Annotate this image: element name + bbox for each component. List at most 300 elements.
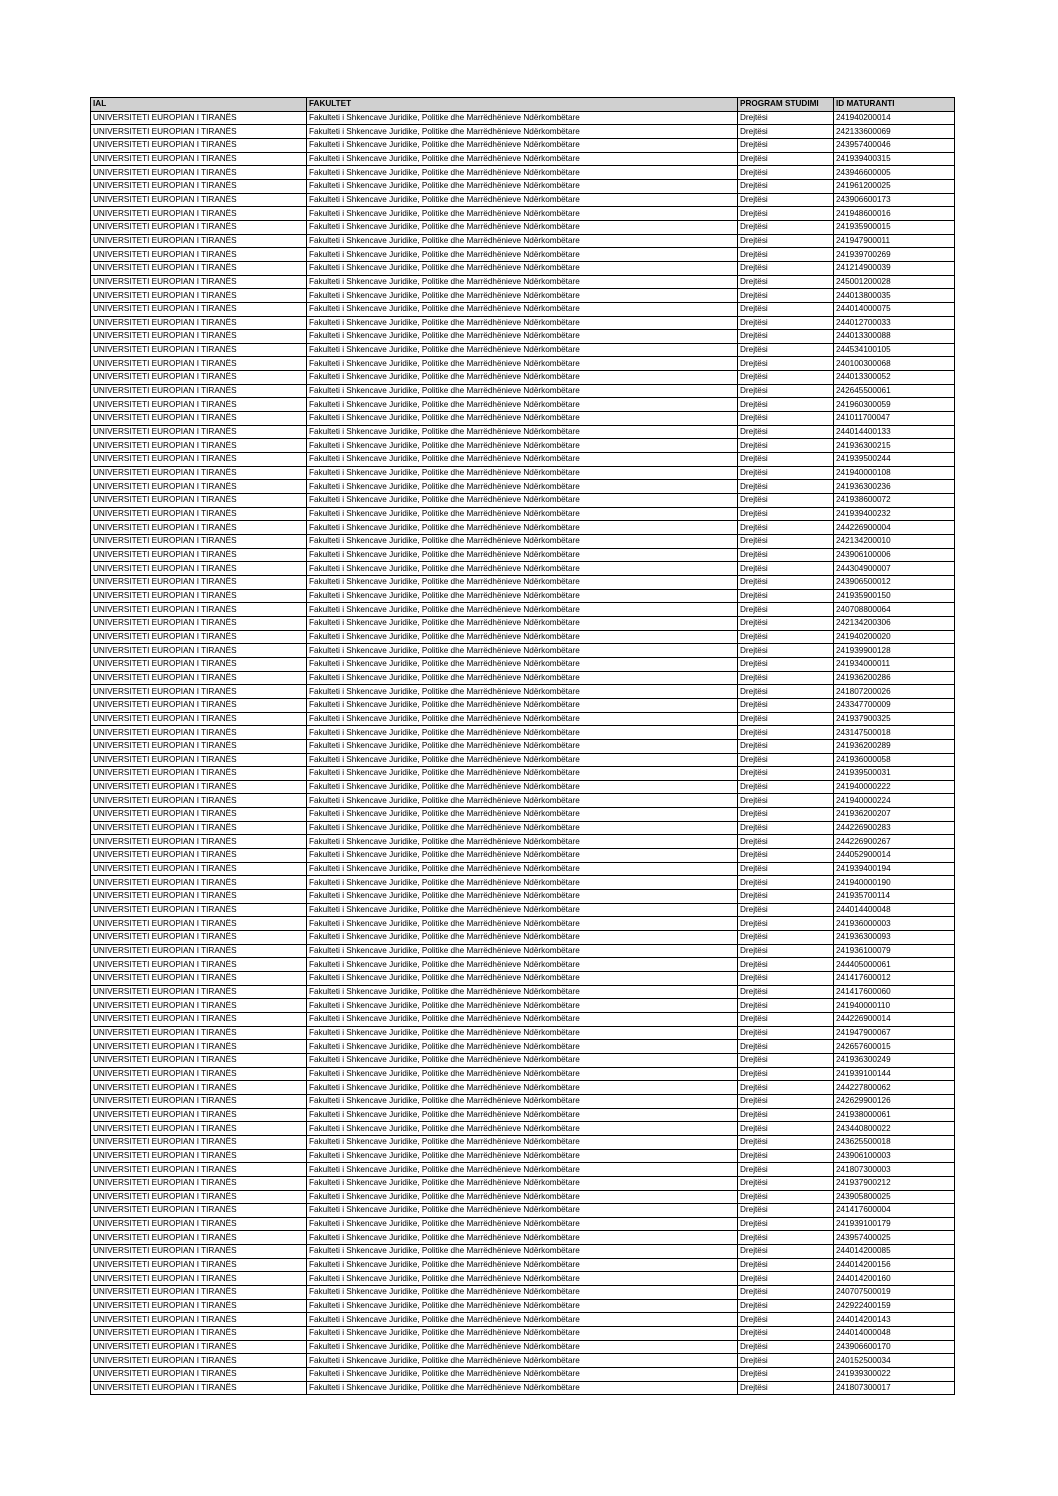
cell-id-maturanti: 241940000222 bbox=[834, 780, 955, 794]
cell-id-maturanti: 241936100079 bbox=[834, 944, 955, 958]
cell-id-maturanti: 243440800022 bbox=[834, 1122, 955, 1136]
cell-fakultet: Fakulteti i Shkencave Juridike, Politike dhe Marrëdhënieve Ndërkombëtare bbox=[307, 890, 738, 904]
cell-ial: UNIVERSITETI EUROPIAN I TIRANËS bbox=[91, 767, 307, 781]
cell-fakultet: Fakulteti i Shkencave Juridike, Politike dhe Marrëdhënieve Ndërkombëtare bbox=[307, 644, 738, 658]
cell-ial: UNIVERSITETI EUROPIAN I TIRANËS bbox=[91, 125, 307, 139]
cell-ial: UNIVERSITETI EUROPIAN I TIRANËS bbox=[91, 439, 307, 453]
cell-ial: UNIVERSITETI EUROPIAN I TIRANËS bbox=[91, 876, 307, 890]
cell-fakultet: Fakulteti i Shkencave Juridike, Politike dhe Marrëdhënieve Ndërkombëtare bbox=[307, 630, 738, 644]
cell-id-maturanti: 241807300017 bbox=[834, 1381, 955, 1395]
cell-ial: UNIVERSITETI EUROPIAN I TIRANËS bbox=[91, 316, 307, 330]
cell-program: Drejtësi bbox=[738, 1313, 834, 1327]
cell-program: Drejtësi bbox=[738, 903, 834, 917]
cell-program: Drejtësi bbox=[738, 193, 834, 207]
cell-id-maturanti: 241939100179 bbox=[834, 1217, 955, 1231]
cell-id-maturanti: 241936000003 bbox=[834, 917, 955, 931]
cell-program: Drejtësi bbox=[738, 166, 834, 180]
cell-program: Drejtësi bbox=[738, 712, 834, 726]
cell-ial: UNIVERSITETI EUROPIAN I TIRANËS bbox=[91, 999, 307, 1013]
cell-ial: UNIVERSITETI EUROPIAN I TIRANËS bbox=[91, 1204, 307, 1218]
cell-ial: UNIVERSITETI EUROPIAN I TIRANËS bbox=[91, 671, 307, 685]
cell-id-maturanti: 241807200026 bbox=[834, 685, 955, 699]
cell-program: Drejtësi bbox=[738, 780, 834, 794]
cell-id-maturanti: 241938000061 bbox=[834, 1108, 955, 1122]
table-row bbox=[91, 985, 955, 999]
cell-program: Drejtësi bbox=[738, 835, 834, 849]
cell-program: Drejtësi bbox=[738, 685, 834, 699]
table-row bbox=[91, 698, 955, 712]
cell-fakultet: Fakulteti i Shkencave Juridike, Politike dhe Marrëdhënieve Ndërkombëtare bbox=[307, 220, 738, 234]
cell-ial: UNIVERSITETI EUROPIAN I TIRANËS bbox=[91, 111, 307, 125]
cell-program: Drejtësi bbox=[738, 302, 834, 316]
cell-fakultet: Fakulteti i Shkencave Juridike, Politike dhe Marrëdhënieve Ndërkombëtare bbox=[307, 616, 738, 630]
cell-id-maturanti: 242657600015 bbox=[834, 1040, 955, 1054]
cell-fakultet: Fakulteti i Shkencave Juridike, Politike dhe Marrëdhënieve Ndërkombëtare bbox=[307, 739, 738, 753]
cell-id-maturanti: 242134200306 bbox=[834, 616, 955, 630]
cell-id-maturanti: 242922400159 bbox=[834, 1299, 955, 1313]
table-row bbox=[91, 466, 955, 480]
table-row bbox=[91, 248, 955, 262]
cell-ial: UNIVERSITETI EUROPIAN I TIRANËS bbox=[91, 152, 307, 166]
table-row bbox=[91, 507, 955, 521]
cell-fakultet: Fakulteti i Shkencave Juridike, Politike dhe Marrëdhënieve Ndërkombëtare bbox=[307, 1368, 738, 1382]
table-row bbox=[91, 1067, 955, 1081]
cell-id-maturanti: 244226900004 bbox=[834, 521, 955, 535]
cell-ial: UNIVERSITETI EUROPIAN I TIRANËS bbox=[91, 1108, 307, 1122]
cell-fakultet: Fakulteti i Shkencave Juridike, Politike dhe Marrëdhënieve Ndërkombëtare bbox=[307, 1053, 738, 1067]
cell-ial: UNIVERSITETI EUROPIAN I TIRANËS bbox=[91, 548, 307, 562]
cell-fakultet: Fakulteti i Shkencave Juridike, Politike dhe Marrëdhënieve Ndërkombëtare bbox=[307, 821, 738, 835]
table-row bbox=[91, 1108, 955, 1122]
cell-id-maturanti: 242645500061 bbox=[834, 384, 955, 398]
table-row bbox=[91, 671, 955, 685]
table-row bbox=[91, 330, 955, 344]
cell-fakultet: Fakulteti i Shkencave Juridike, Politike dhe Marrëdhënieve Ndërkombëtare bbox=[307, 767, 738, 781]
cell-program: Drejtësi bbox=[738, 944, 834, 958]
cell-ial: UNIVERSITETI EUROPIAN I TIRANËS bbox=[91, 1026, 307, 1040]
cell-fakultet: Fakulteti i Shkencave Juridike, Politike dhe Marrëdhënieve Ndërkombëtare bbox=[307, 876, 738, 890]
cell-ial: UNIVERSITETI EUROPIAN I TIRANËS bbox=[91, 835, 307, 849]
cell-fakultet: Fakulteti i Shkencave Juridike, Politike dhe Marrëdhënieve Ndërkombëtare bbox=[307, 166, 738, 180]
cell-id-maturanti: 244052900014 bbox=[834, 849, 955, 863]
cell-fakultet: Fakulteti i Shkencave Juridike, Politike dhe Marrëdhënieve Ndërkombëtare bbox=[307, 562, 738, 576]
cell-ial: UNIVERSITETI EUROPIAN I TIRANËS bbox=[91, 1067, 307, 1081]
cell-ial: UNIVERSITETI EUROPIAN I TIRANËS bbox=[91, 862, 307, 876]
table-row bbox=[91, 494, 955, 508]
cell-id-maturanti: 241936200286 bbox=[834, 671, 955, 685]
cell-program: Drejtësi bbox=[738, 111, 834, 125]
cell-id-maturanti: 243946600005 bbox=[834, 166, 955, 180]
cell-ial: UNIVERSITETI EUROPIAN I TIRANËS bbox=[91, 685, 307, 699]
table-row bbox=[91, 972, 955, 986]
cell-id-maturanti: 244013800035 bbox=[834, 289, 955, 303]
cell-id-maturanti: 244013300088 bbox=[834, 330, 955, 344]
cell-ial: UNIVERSITETI EUROPIAN I TIRANËS bbox=[91, 1040, 307, 1054]
cell-program: Drejtësi bbox=[738, 1094, 834, 1108]
cell-ial: UNIVERSITETI EUROPIAN I TIRANËS bbox=[91, 630, 307, 644]
cell-ial: UNIVERSITETI EUROPIAN I TIRANËS bbox=[91, 917, 307, 931]
cell-program: Drejtësi bbox=[738, 767, 834, 781]
table-row bbox=[91, 357, 955, 371]
table-row bbox=[91, 193, 955, 207]
cell-fakultet: Fakulteti i Shkencave Juridike, Politike dhe Marrëdhënieve Ndërkombëtare bbox=[307, 1245, 738, 1259]
cell-program: Drejtësi bbox=[738, 1204, 834, 1218]
header-program-studimi: PROGRAM STUDIMI bbox=[738, 98, 834, 112]
cell-fakultet: Fakulteti i Shkencave Juridike, Politike dhe Marrëdhënieve Ndërkombëtare bbox=[307, 999, 738, 1013]
table-row bbox=[91, 343, 955, 357]
cell-id-maturanti: 241940000110 bbox=[834, 999, 955, 1013]
cell-ial: UNIVERSITETI EUROPIAN I TIRANËS bbox=[91, 1217, 307, 1231]
cell-fakultet: Fakulteti i Shkencave Juridike, Politike dhe Marrëdhënieve Ndërkombëtare bbox=[307, 507, 738, 521]
cell-program: Drejtësi bbox=[738, 671, 834, 685]
table-row bbox=[91, 138, 955, 152]
cell-fakultet: Fakulteti i Shkencave Juridike, Politike dhe Marrëdhënieve Ndërkombëtare bbox=[307, 780, 738, 794]
table-row bbox=[91, 1163, 955, 1177]
cell-ial: UNIVERSITETI EUROPIAN I TIRANËS bbox=[91, 985, 307, 999]
cell-fakultet: Fakulteti i Shkencave Juridike, Politike dhe Marrëdhënieve Ndërkombëtare bbox=[307, 357, 738, 371]
cell-id-maturanti: 242629900126 bbox=[834, 1094, 955, 1108]
cell-ial: UNIVERSITETI EUROPIAN I TIRANËS bbox=[91, 207, 307, 221]
cell-program: Drejtësi bbox=[738, 726, 834, 740]
table-row bbox=[91, 1327, 955, 1341]
cell-fakultet: Fakulteti i Shkencave Juridike, Politike dhe Marrëdhënieve Ndërkombëtare bbox=[307, 1204, 738, 1218]
cell-ial: UNIVERSITETI EUROPIAN I TIRANËS bbox=[91, 1163, 307, 1177]
cell-program: Drejtësi bbox=[738, 1053, 834, 1067]
cell-ial: UNIVERSITETI EUROPIAN I TIRANËS bbox=[91, 425, 307, 439]
cell-program: Drejtësi bbox=[738, 179, 834, 193]
cell-ial: UNIVERSITETI EUROPIAN I TIRANËS bbox=[91, 958, 307, 972]
cell-fakultet: Fakulteti i Shkencave Juridike, Politike dhe Marrëdhënieve Ndërkombëtare bbox=[307, 1217, 738, 1231]
cell-fakultet: Fakulteti i Shkencave Juridike, Politike dhe Marrëdhënieve Ndërkombëtare bbox=[307, 712, 738, 726]
cell-ial: UNIVERSITETI EUROPIAN I TIRANËS bbox=[91, 179, 307, 193]
table-row bbox=[91, 1190, 955, 1204]
cell-fakultet: Fakulteti i Shkencave Juridike, Politike dhe Marrëdhënieve Ndërkombëtare bbox=[307, 453, 738, 467]
cell-program: Drejtësi bbox=[738, 125, 834, 139]
cell-id-maturanti: 244227800062 bbox=[834, 1081, 955, 1095]
header-row bbox=[91, 98, 955, 112]
table-row bbox=[91, 521, 955, 535]
cell-ial: UNIVERSITETI EUROPIAN I TIRANËS bbox=[91, 1122, 307, 1136]
cell-fakultet: Fakulteti i Shkencave Juridike, Politike dhe Marrëdhënieve Ndërkombëtare bbox=[307, 1122, 738, 1136]
cell-program: Drejtësi bbox=[738, 494, 834, 508]
table-row bbox=[91, 1231, 955, 1245]
cell-program: Drejtësi bbox=[738, 453, 834, 467]
cell-id-maturanti: 240152500034 bbox=[834, 1354, 955, 1368]
cell-fakultet: Fakulteti i Shkencave Juridike, Politike dhe Marrëdhënieve Ndërkombëtare bbox=[307, 903, 738, 917]
cell-ial: UNIVERSITETI EUROPIAN I TIRANËS bbox=[91, 453, 307, 467]
table-row bbox=[91, 384, 955, 398]
table-row bbox=[91, 1286, 955, 1300]
cell-program: Drejtësi bbox=[738, 603, 834, 617]
table-row bbox=[91, 958, 955, 972]
table-row bbox=[91, 412, 955, 426]
cell-ial: UNIVERSITETI EUROPIAN I TIRANËS bbox=[91, 712, 307, 726]
cell-ial: UNIVERSITETI EUROPIAN I TIRANËS bbox=[91, 261, 307, 275]
cell-id-maturanti: 241011700047 bbox=[834, 412, 955, 426]
cell-fakultet: Fakulteti i Shkencave Juridike, Politike dhe Marrëdhënieve Ndërkombëtare bbox=[307, 425, 738, 439]
cell-fakultet: Fakulteti i Shkencave Juridike, Politike dhe Marrëdhënieve Ndërkombëtare bbox=[307, 1190, 738, 1204]
cell-id-maturanti: 243147500018 bbox=[834, 726, 955, 740]
cell-id-maturanti: 241947900011 bbox=[834, 234, 955, 248]
cell-ial: UNIVERSITETI EUROPIAN I TIRANËS bbox=[91, 616, 307, 630]
cell-program: Drejtësi bbox=[738, 1340, 834, 1354]
cell-ial: UNIVERSITETI EUROPIAN I TIRANËS bbox=[91, 398, 307, 412]
table-row bbox=[91, 1012, 955, 1026]
cell-id-maturanti: 244012700033 bbox=[834, 316, 955, 330]
table-row bbox=[91, 808, 955, 822]
cell-ial: UNIVERSITETI EUROPIAN I TIRANËS bbox=[91, 343, 307, 357]
cell-program: Drejtësi bbox=[738, 1381, 834, 1395]
cell-program: Drejtësi bbox=[738, 821, 834, 835]
cell-program: Drejtësi bbox=[738, 398, 834, 412]
cell-program: Drejtësi bbox=[738, 657, 834, 671]
cell-id-maturanti: 244014400133 bbox=[834, 425, 955, 439]
cell-ial: UNIVERSITETI EUROPIAN I TIRANËS bbox=[91, 1299, 307, 1313]
cell-id-maturanti: 243906600173 bbox=[834, 193, 955, 207]
cell-program: Drejtësi bbox=[738, 1108, 834, 1122]
cell-id-maturanti: 243906100006 bbox=[834, 548, 955, 562]
cell-fakultet: Fakulteti i Shkencave Juridike, Politike dhe Marrëdhënieve Ndërkombëtare bbox=[307, 794, 738, 808]
cell-program: Drejtësi bbox=[738, 371, 834, 385]
table-row bbox=[91, 944, 955, 958]
cell-id-maturanti: 241936200289 bbox=[834, 739, 955, 753]
cell-id-maturanti: 244304900007 bbox=[834, 562, 955, 576]
table-row bbox=[91, 480, 955, 494]
table-row bbox=[91, 1368, 955, 1382]
cell-ial: UNIVERSITETI EUROPIAN I TIRANËS bbox=[91, 1272, 307, 1286]
cell-program: Drejtësi bbox=[738, 1258, 834, 1272]
table-row bbox=[91, 616, 955, 630]
table-row bbox=[91, 712, 955, 726]
cell-program: Drejtësi bbox=[738, 1354, 834, 1368]
table-row bbox=[91, 726, 955, 740]
cell-ial: UNIVERSITETI EUROPIAN I TIRANËS bbox=[91, 507, 307, 521]
table-row bbox=[91, 166, 955, 180]
cell-fakultet: Fakulteti i Shkencave Juridike, Politike dhe Marrëdhënieve Ndërkombëtare bbox=[307, 521, 738, 535]
cell-program: Drejtësi bbox=[738, 1135, 834, 1149]
cell-fakultet: Fakulteti i Shkencave Juridike, Politike dhe Marrëdhënieve Ndërkombëtare bbox=[307, 398, 738, 412]
cell-id-maturanti: 244405000061 bbox=[834, 958, 955, 972]
table-row bbox=[91, 398, 955, 412]
cell-ial: UNIVERSITETI EUROPIAN I TIRANËS bbox=[91, 944, 307, 958]
table-row bbox=[91, 1354, 955, 1368]
table-row bbox=[91, 589, 955, 603]
table-row bbox=[91, 261, 955, 275]
cell-ial: UNIVERSITETI EUROPIAN I TIRANËS bbox=[91, 1012, 307, 1026]
cell-program: Drejtësi bbox=[738, 1176, 834, 1190]
table-row bbox=[91, 125, 955, 139]
cell-ial: UNIVERSITETI EUROPIAN I TIRANËS bbox=[91, 494, 307, 508]
cell-fakultet: Fakulteti i Shkencave Juridike, Politike dhe Marrëdhënieve Ndërkombëtare bbox=[307, 1340, 738, 1354]
cell-id-maturanti: 244226900267 bbox=[834, 835, 955, 849]
cell-program: Drejtësi bbox=[738, 958, 834, 972]
cell-ial: UNIVERSITETI EUROPIAN I TIRANËS bbox=[91, 1354, 307, 1368]
cell-id-maturanti: 241947900067 bbox=[834, 1026, 955, 1040]
cell-fakultet: Fakulteti i Shkencave Juridike, Politike dhe Marrëdhënieve Ndërkombëtare bbox=[307, 917, 738, 931]
cell-ial: UNIVERSITETI EUROPIAN I TIRANËS bbox=[91, 562, 307, 576]
cell-ial: UNIVERSITETI EUROPIAN I TIRANËS bbox=[91, 480, 307, 494]
cell-id-maturanti: 241948600016 bbox=[834, 207, 955, 221]
cell-fakultet: Fakulteti i Shkencave Juridike, Politike dhe Marrëdhënieve Ndërkombëtare bbox=[307, 958, 738, 972]
data-sheet bbox=[90, 97, 954, 1395]
cell-id-maturanti: 241936200207 bbox=[834, 808, 955, 822]
cell-fakultet: Fakulteti i Shkencave Juridike, Politike dhe Marrëdhënieve Ndërkombëtare bbox=[307, 384, 738, 398]
cell-fakultet: Fakulteti i Shkencave Juridike, Politike dhe Marrëdhënieve Ndërkombëtare bbox=[307, 657, 738, 671]
cell-ial: UNIVERSITETI EUROPIAN I TIRANËS bbox=[91, 220, 307, 234]
cell-fakultet: Fakulteti i Shkencave Juridike, Politike dhe Marrëdhënieve Ndërkombëtare bbox=[307, 1067, 738, 1081]
cell-id-maturanti: 241936300236 bbox=[834, 480, 955, 494]
cell-fakultet: Fakulteti i Shkencave Juridike, Politike dhe Marrëdhënieve Ndërkombëtare bbox=[307, 152, 738, 166]
cell-program: Drejtësi bbox=[738, 562, 834, 576]
table-row bbox=[91, 1094, 955, 1108]
cell-ial: UNIVERSITETI EUROPIAN I TIRANËS bbox=[91, 234, 307, 248]
cell-program: Drejtësi bbox=[738, 439, 834, 453]
cell-fakultet: Fakulteti i Shkencave Juridike, Politike dhe Marrëdhënieve Ndërkombëtare bbox=[307, 931, 738, 945]
cell-ial: UNIVERSITETI EUROPIAN I TIRANËS bbox=[91, 1081, 307, 1095]
cell-ial: UNIVERSITETI EUROPIAN I TIRANËS bbox=[91, 657, 307, 671]
table-row bbox=[91, 739, 955, 753]
table-row bbox=[91, 371, 955, 385]
cell-program: Drejtësi bbox=[738, 1327, 834, 1341]
cell-ial: UNIVERSITETI EUROPIAN I TIRANËS bbox=[91, 698, 307, 712]
cell-ial: UNIVERSITETI EUROPIAN I TIRANËS bbox=[91, 903, 307, 917]
table-row bbox=[91, 302, 955, 316]
cell-id-maturanti: 241939500031 bbox=[834, 767, 955, 781]
cell-ial: UNIVERSITETI EUROPIAN I TIRANËS bbox=[91, 166, 307, 180]
cell-ial: UNIVERSITETI EUROPIAN I TIRANËS bbox=[91, 193, 307, 207]
cell-id-maturanti: 244014000048 bbox=[834, 1327, 955, 1341]
cell-ial: UNIVERSITETI EUROPIAN I TIRANËS bbox=[91, 275, 307, 289]
cell-id-maturanti: 240708800064 bbox=[834, 603, 955, 617]
table-row bbox=[91, 316, 955, 330]
cell-ial: UNIVERSITETI EUROPIAN I TIRANËS bbox=[91, 821, 307, 835]
header-id-maturanti: ID MATURANTI bbox=[834, 98, 955, 112]
table-row bbox=[91, 179, 955, 193]
cell-program: Drejtësi bbox=[738, 343, 834, 357]
cell-program: Drejtësi bbox=[738, 1081, 834, 1095]
cell-program: Drejtësi bbox=[738, 890, 834, 904]
cell-fakultet: Fakulteti i Shkencave Juridike, Politike dhe Marrëdhënieve Ndërkombëtare bbox=[307, 275, 738, 289]
cell-id-maturanti: 244014200085 bbox=[834, 1245, 955, 1259]
cell-program: Drejtësi bbox=[738, 1286, 834, 1300]
cell-ial: UNIVERSITETI EUROPIAN I TIRANËS bbox=[91, 1231, 307, 1245]
table-row bbox=[91, 562, 955, 576]
cell-program: Drejtësi bbox=[738, 138, 834, 152]
cell-id-maturanti: 240100300068 bbox=[834, 357, 955, 371]
cell-fakultet: Fakulteti i Shkencave Juridike, Politike dhe Marrëdhënieve Ndërkombëtare bbox=[307, 1108, 738, 1122]
cell-program: Drejtësi bbox=[738, 589, 834, 603]
cell-id-maturanti: 241934000011 bbox=[834, 657, 955, 671]
cell-fakultet: Fakulteti i Shkencave Juridike, Politike dhe Marrëdhënieve Ndërkombëtare bbox=[307, 1026, 738, 1040]
table-row bbox=[91, 931, 955, 945]
table-row bbox=[91, 849, 955, 863]
cell-fakultet: Fakulteti i Shkencave Juridike, Politike dhe Marrëdhënieve Ndërkombëtare bbox=[307, 193, 738, 207]
cell-fakultet: Fakulteti i Shkencave Juridike, Politike dhe Marrëdhënieve Ndërkombëtare bbox=[307, 480, 738, 494]
cell-fakultet: Fakulteti i Shkencave Juridike, Politike dhe Marrëdhënieve Ndërkombëtare bbox=[307, 1012, 738, 1026]
cell-fakultet: Fakulteti i Shkencave Juridike, Politike dhe Marrëdhënieve Ndërkombëtare bbox=[307, 1286, 738, 1300]
cell-ial: UNIVERSITETI EUROPIAN I TIRANËS bbox=[91, 1313, 307, 1327]
cell-id-maturanti: 241939300022 bbox=[834, 1368, 955, 1382]
cell-program: Drejtësi bbox=[738, 384, 834, 398]
table-row bbox=[91, 1053, 955, 1067]
cell-id-maturanti: 241940000108 bbox=[834, 466, 955, 480]
cell-ial: UNIVERSITETI EUROPIAN I TIRANËS bbox=[91, 466, 307, 480]
cell-program: Drejtësi bbox=[738, 480, 834, 494]
cell-fakultet: Fakulteti i Shkencave Juridike, Politike dhe Marrëdhënieve Ndërkombëtare bbox=[307, 685, 738, 699]
cell-program: Drejtësi bbox=[738, 466, 834, 480]
cell-program: Drejtësi bbox=[738, 1190, 834, 1204]
cell-ial: UNIVERSITETI EUROPIAN I TIRANËS bbox=[91, 302, 307, 316]
cell-id-maturanti: 244014200160 bbox=[834, 1272, 955, 1286]
table-row bbox=[91, 1135, 955, 1149]
table-row bbox=[91, 630, 955, 644]
table-row bbox=[91, 1176, 955, 1190]
cell-ial: UNIVERSITETI EUROPIAN I TIRANËS bbox=[91, 1053, 307, 1067]
cell-id-maturanti: 241417600060 bbox=[834, 985, 955, 999]
table-row bbox=[91, 575, 955, 589]
cell-id-maturanti: 244534100105 bbox=[834, 343, 955, 357]
cell-ial: UNIVERSITETI EUROPIAN I TIRANËS bbox=[91, 589, 307, 603]
cell-id-maturanti: 243957400046 bbox=[834, 138, 955, 152]
cell-program: Drejtësi bbox=[738, 1163, 834, 1177]
table-row bbox=[91, 1204, 955, 1218]
cell-ial: UNIVERSITETI EUROPIAN I TIRANËS bbox=[91, 1340, 307, 1354]
cell-ial: UNIVERSITETI EUROPIAN I TIRANËS bbox=[91, 1245, 307, 1259]
cell-id-maturanti: 241807300003 bbox=[834, 1163, 955, 1177]
table-row bbox=[91, 835, 955, 849]
cell-ial: UNIVERSITETI EUROPIAN I TIRANËS bbox=[91, 808, 307, 822]
cell-id-maturanti: 241417600004 bbox=[834, 1204, 955, 1218]
cell-fakultet: Fakulteti i Shkencave Juridike, Politike dhe Marrëdhënieve Ndërkombëtare bbox=[307, 1149, 738, 1163]
cell-fakultet: Fakulteti i Shkencave Juridike, Politike dhe Marrëdhënieve Ndërkombëtare bbox=[307, 439, 738, 453]
table-row bbox=[91, 207, 955, 221]
cell-program: Drejtësi bbox=[738, 275, 834, 289]
cell-ial: UNIVERSITETI EUROPIAN I TIRANËS bbox=[91, 1286, 307, 1300]
cell-ial: UNIVERSITETI EUROPIAN I TIRANËS bbox=[91, 1381, 307, 1395]
cell-program: Drejtësi bbox=[738, 698, 834, 712]
cell-program: Drejtësi bbox=[738, 425, 834, 439]
table-row bbox=[91, 767, 955, 781]
cell-id-maturanti: 245001200028 bbox=[834, 275, 955, 289]
table-row bbox=[91, 753, 955, 767]
cell-program: Drejtësi bbox=[738, 357, 834, 371]
cell-program: Drejtësi bbox=[738, 1368, 834, 1382]
cell-id-maturanti: 241940200014 bbox=[834, 111, 955, 125]
cell-fakultet: Fakulteti i Shkencave Juridike, Politike dhe Marrëdhënieve Ndërkombëtare bbox=[307, 835, 738, 849]
cell-program: Drejtësi bbox=[738, 507, 834, 521]
cell-program: Drejtësi bbox=[738, 616, 834, 630]
cell-fakultet: Fakulteti i Shkencave Juridike, Politike dhe Marrëdhënieve Ndërkombëtare bbox=[307, 849, 738, 863]
cell-fakultet: Fakulteti i Shkencave Juridike, Politike dhe Marrëdhënieve Ndërkombëtare bbox=[307, 1381, 738, 1395]
cell-fakultet: Fakulteti i Shkencave Juridike, Politike dhe Marrëdhënieve Ndërkombëtare bbox=[307, 234, 738, 248]
cell-ial: UNIVERSITETI EUROPIAN I TIRANËS bbox=[91, 890, 307, 904]
cell-program: Drejtësi bbox=[738, 521, 834, 535]
cell-fakultet: Fakulteti i Shkencave Juridike, Politike dhe Marrëdhënieve Ndërkombëtare bbox=[307, 1081, 738, 1095]
cell-program: Drejtësi bbox=[738, 248, 834, 262]
table-row bbox=[91, 1258, 955, 1272]
cell-fakultet: Fakulteti i Shkencave Juridike, Politike dhe Marrëdhënieve Ndërkombëtare bbox=[307, 1313, 738, 1327]
cell-ial: UNIVERSITETI EUROPIAN I TIRANËS bbox=[91, 371, 307, 385]
cell-program: Drejtësi bbox=[738, 931, 834, 945]
cell-fakultet: Fakulteti i Shkencave Juridike, Politike dhe Marrëdhënieve Ndërkombëtare bbox=[307, 125, 738, 139]
cell-ial: UNIVERSITETI EUROPIAN I TIRANËS bbox=[91, 1149, 307, 1163]
table-row bbox=[91, 794, 955, 808]
cell-program: Drejtësi bbox=[738, 862, 834, 876]
table-row bbox=[91, 657, 955, 671]
cell-fakultet: Fakulteti i Shkencave Juridike, Politike dhe Marrëdhënieve Ndërkombëtare bbox=[307, 972, 738, 986]
cell-program: Drejtësi bbox=[738, 794, 834, 808]
cell-fakultet: Fakulteti i Shkencave Juridike, Politike dhe Marrëdhënieve Ndërkombëtare bbox=[307, 548, 738, 562]
